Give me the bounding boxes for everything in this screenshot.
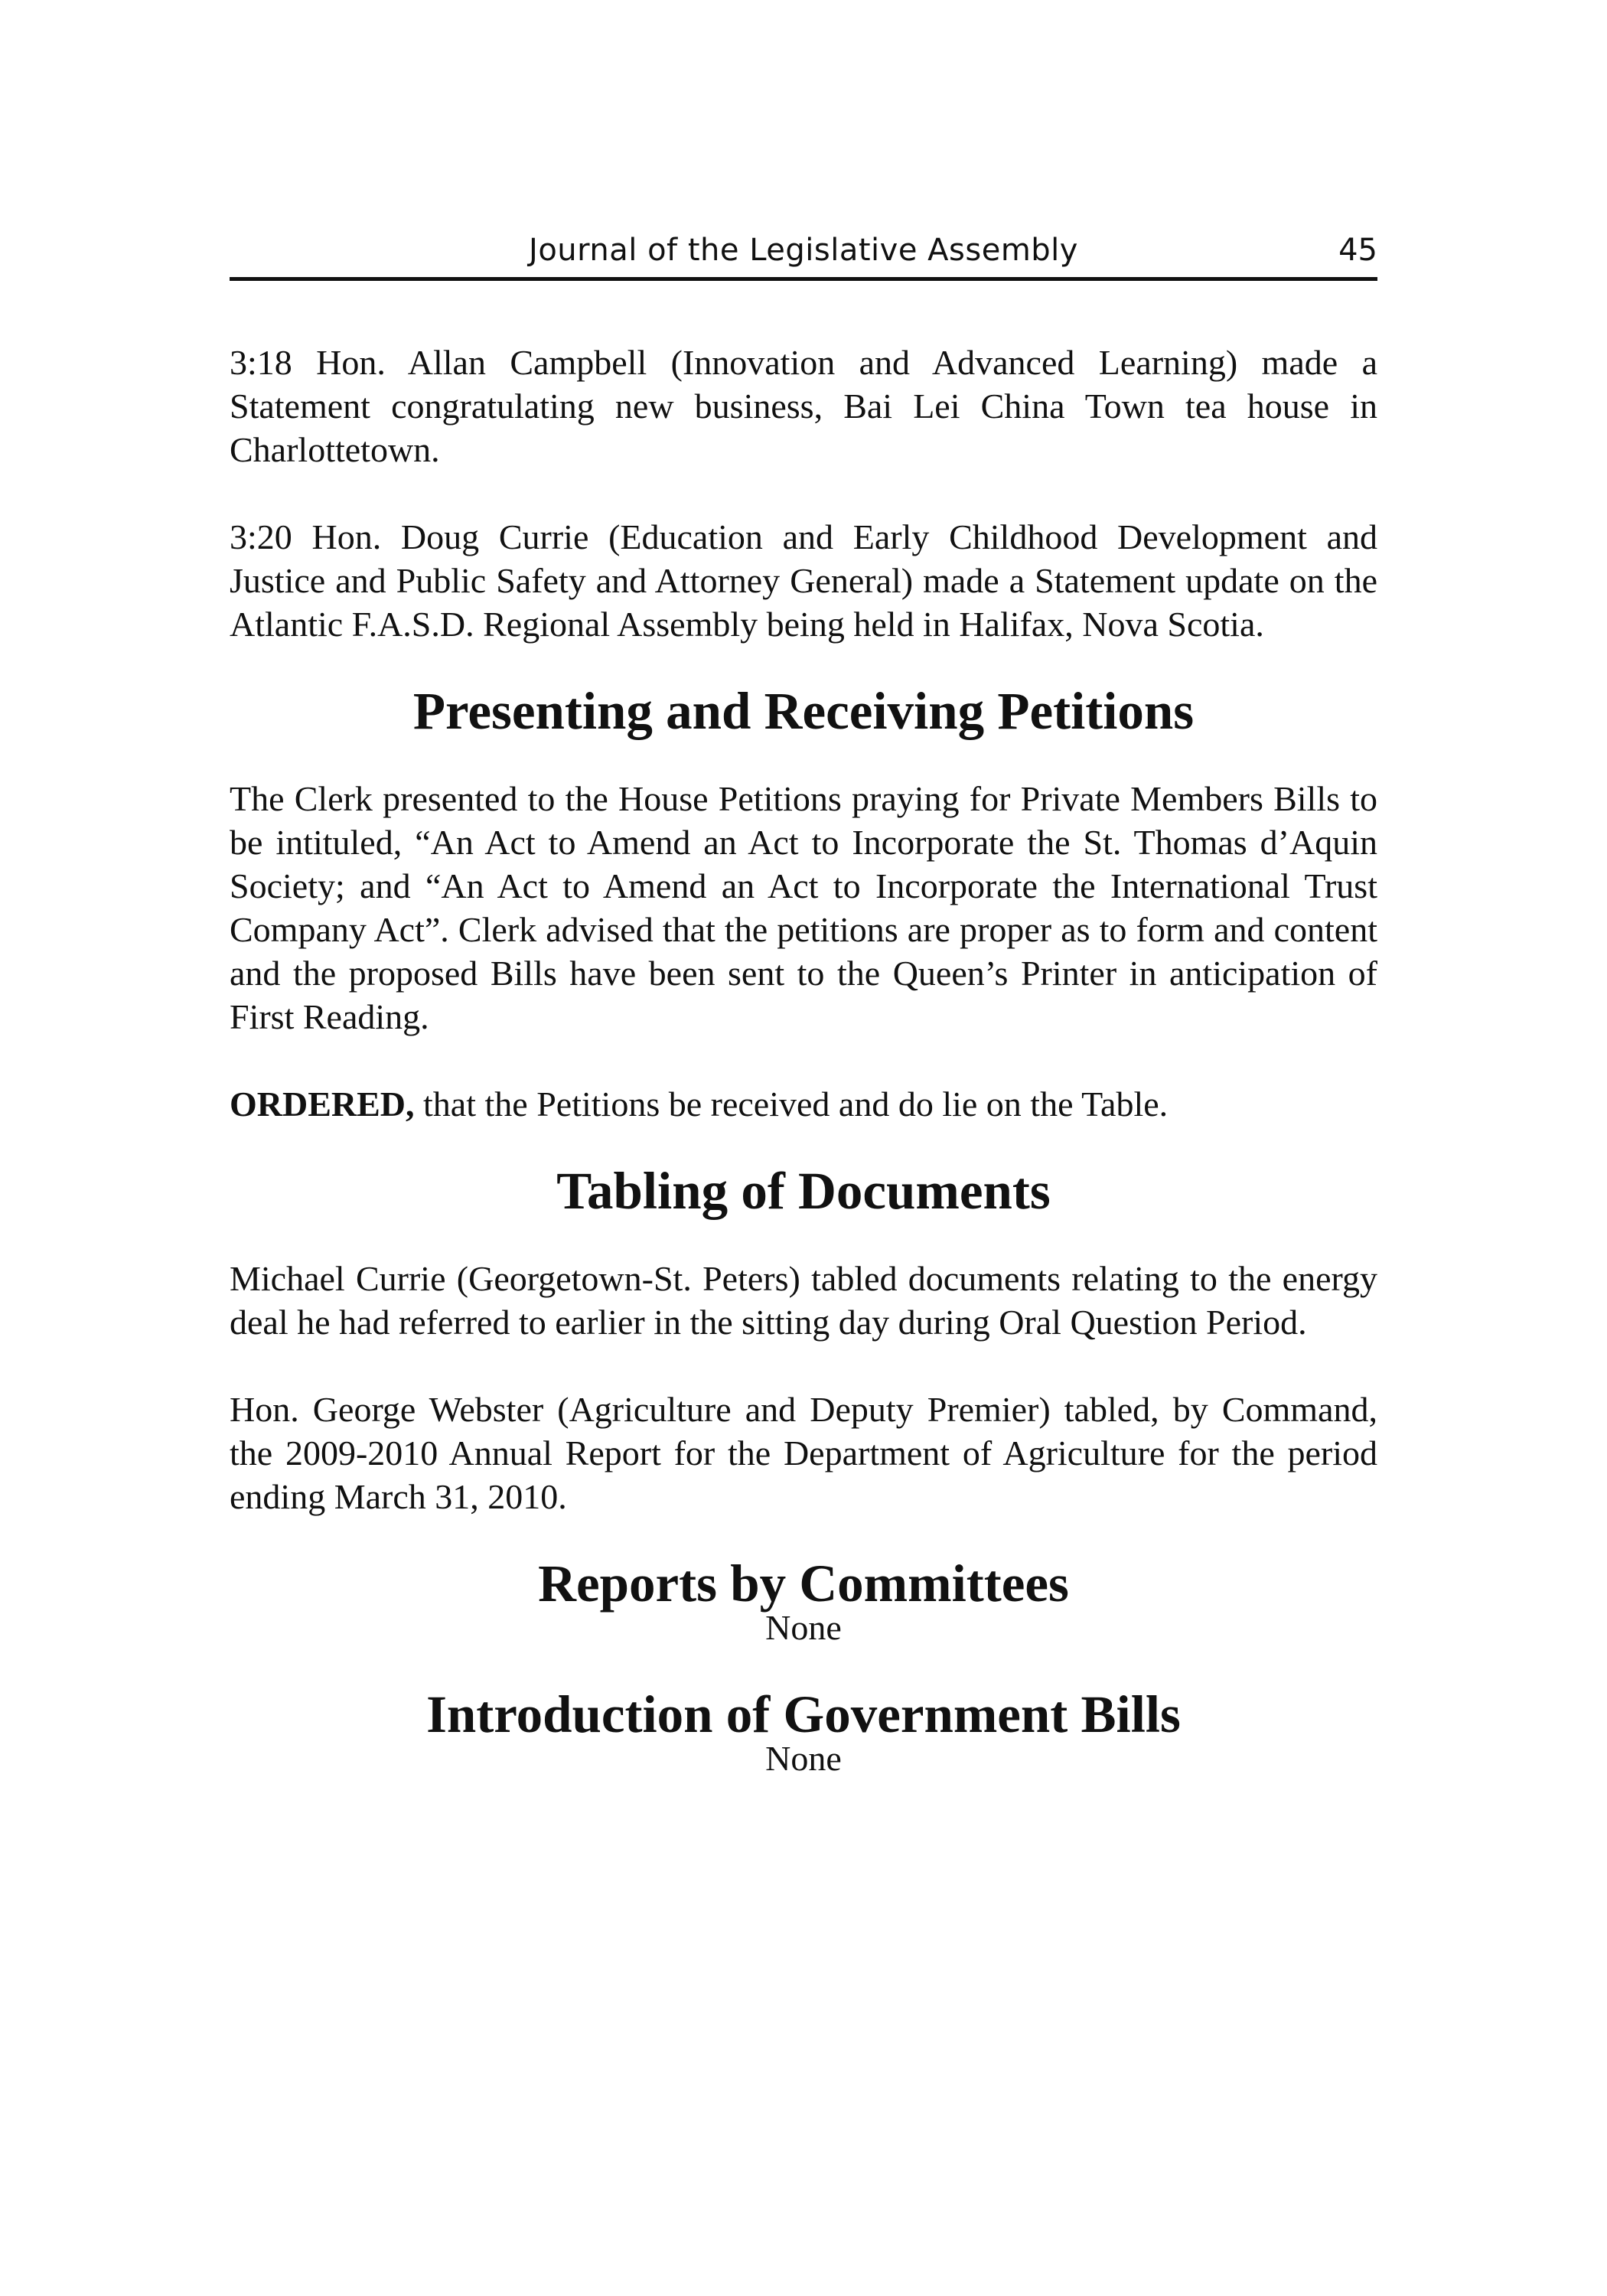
statement-currie: 3:20 Hon. Doug Currie (Education and Early Childhood Development and Justice and Public Safety and Attorney General) made a Statement update on the Atlantic F.A.S.D. Regional Assembly being held in Halifax, Nova Scotia. [230, 517, 1377, 644]
tabling-heading: Tabling of Documents [556, 1162, 1051, 1220]
tabling-webster: Hon. George Webster (Agriculture and Deputy Premier) tabled, by Command, the 2009-2010 Annual Report for the Department of Agriculture for the period ending March 31, 2010. [230, 1390, 1377, 1516]
government-bills-heading: Introduction of Government Bills [426, 1685, 1181, 1743]
journal-page [230, 222, 1377, 1824]
journal-title: Journal of the Legislative Assembly [529, 233, 1078, 268]
journal-body [230, 341, 1377, 1780]
ordered-paragraph [230, 1082, 1377, 1126]
committees-heading: Reports by Committees [538, 1554, 1069, 1613]
petitions-paragraph: The Clerk presented to the House Petitions praying for Private Members Bills to be intituled, “An Act to Amend an Act to Incorporate the St. Thomas d’Aquin Society; and “An Act to Amend an Act to Incorporate the International Trust Company Act”. Clerk advised that the petitions are proper as to form and content and the proposed Bills have been sent to the Queen’s Printer in anticipation of First Reading. [230, 779, 1377, 1036]
ordered-label: ORDERED, [230, 1084, 415, 1124]
running-header [230, 222, 1377, 281]
page-number: 45 [1338, 233, 1377, 268]
committees-none: None [765, 1608, 842, 1647]
government-bills-none: None [765, 1739, 842, 1778]
tabling-currie: Michael Currie (Georgetown-St. Peters) tabled documents relating to the energy deal he had referred to earlier in the sitting day during Oral Question Period. [230, 1259, 1377, 1342]
statement-campbell: 3:18 Hon. Allan Campbell (Innovation and Advanced Learning) made a Statement congratulating new business, Bai Lei China Town tea house in Charlottetown. [230, 343, 1377, 469]
ordered-text: that the Petitions be received and do lie on the Table. [414, 1084, 1169, 1124]
petitions-heading: Presenting and Receiving Petitions [412, 682, 1195, 740]
